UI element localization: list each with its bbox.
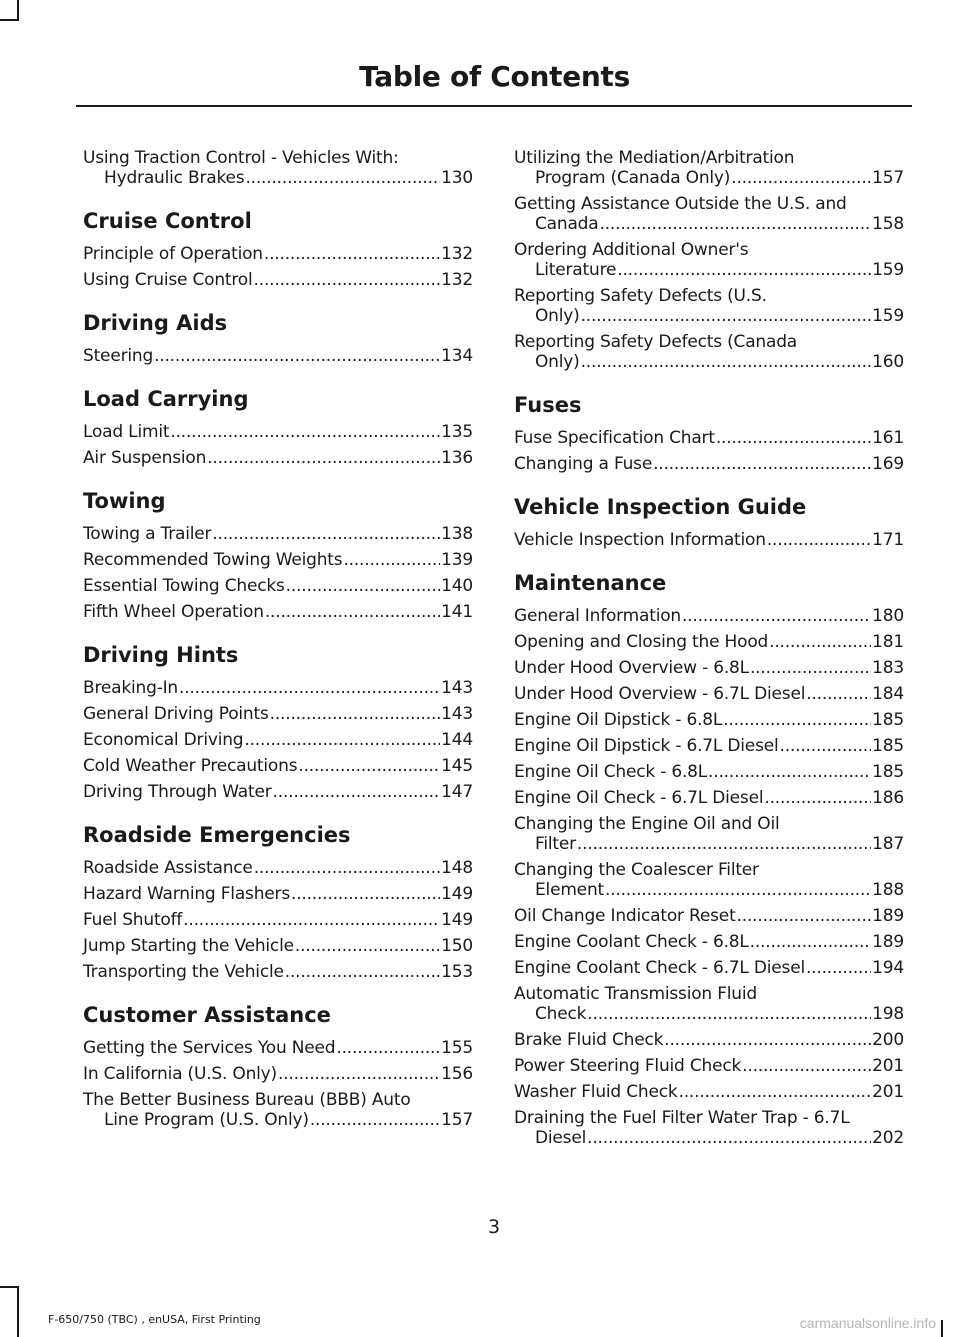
toc-entry[interactable] — [83, 910, 473, 930]
toc-entry-page: 189 — [872, 906, 904, 926]
dot-leader — [298, 756, 440, 776]
dot-leader — [273, 782, 441, 802]
toc-entry-page: 189 — [872, 932, 904, 952]
toc-entry-page: 144 — [441, 730, 473, 750]
toc-entry-text: Changing the Engine Oil and Oil — [514, 814, 780, 834]
toc-entry-page: 157 — [872, 168, 904, 188]
toc-entry[interactable] — [83, 602, 473, 622]
toc-entry-text: Fuse Specification Chart — [514, 428, 715, 448]
toc-entry-text: Under Hood Overview - 6.7L Diesel — [514, 684, 806, 704]
toc-column-right — [514, 148, 904, 1154]
toc-entry-page: 149 — [441, 884, 473, 904]
toc-entry[interactable] — [514, 428, 904, 448]
toc-entry-text: Canada — [535, 214, 599, 234]
toc-entry-text: Engine Coolant Check - 6.7L Diesel — [514, 958, 805, 978]
toc-entry[interactable] — [514, 148, 904, 188]
toc-entry[interactable] — [83, 756, 473, 776]
toc-entry-page: 147 — [441, 782, 473, 802]
crop-mark-bottom-right — [941, 1320, 943, 1337]
toc-entry[interactable] — [514, 984, 904, 1024]
toc-entry-text: Opening and Closing the Hood — [514, 632, 769, 652]
toc-entry[interactable] — [83, 524, 473, 544]
toc-entry[interactable] — [514, 788, 904, 808]
toc-entry-text: Draining the Fuel Filter Water Trap - 6.7L — [514, 1108, 850, 1128]
toc-entry[interactable] — [83, 678, 473, 698]
toc-entry-text: Ordering Additional Owner's — [514, 240, 749, 260]
toc-entry[interactable] — [514, 530, 904, 550]
dot-leader — [336, 1038, 440, 1058]
toc-entry-text: Hazard Warning Flashers — [83, 884, 290, 904]
dot-leader — [780, 736, 872, 756]
toc-entry-text: Diesel — [535, 1128, 587, 1148]
watermark: carmanualsonline.info — [799, 1315, 936, 1331]
toc-entry-page: 186 — [872, 788, 904, 808]
toc-entry-text: Element — [535, 880, 604, 900]
toc-entry[interactable] — [83, 148, 473, 188]
toc-entry[interactable] — [83, 576, 473, 596]
dot-leader — [723, 710, 871, 730]
toc-entry-text: In California (U.S. Only) — [83, 1064, 277, 1084]
dot-leader — [285, 962, 440, 982]
toc-entry[interactable] — [514, 1030, 904, 1050]
toc-entry[interactable] — [514, 240, 904, 280]
toc-entry-text: Towing a Trailer — [83, 524, 212, 544]
toc-entry[interactable] — [83, 884, 473, 904]
toc-entry-text: Getting the Services You Need — [83, 1038, 336, 1058]
dot-leader — [310, 1110, 440, 1130]
toc-entry[interactable] — [83, 704, 473, 724]
toc-entry[interactable] — [83, 1038, 473, 1058]
toc-entry[interactable] — [83, 1064, 473, 1084]
toc-entry[interactable] — [83, 244, 473, 264]
dot-leader — [767, 530, 871, 550]
toc-entry-text: Load Limit — [83, 422, 170, 442]
dot-leader — [154, 346, 440, 366]
toc-entry-text: General Driving Points — [83, 704, 269, 724]
toc-entry-text: Utilizing the Mediation/Arbitration — [514, 148, 795, 168]
dot-leader — [291, 884, 440, 904]
toc-entry-page: 185 — [872, 736, 904, 756]
toc-entry-page: 138 — [441, 524, 473, 544]
dot-leader — [664, 1030, 871, 1050]
toc-entry[interactable] — [83, 730, 473, 750]
footer-edition: F-650/750 (TBC) , enUSA, First Printing — [48, 1313, 261, 1326]
section-heading: Towing — [83, 489, 166, 513]
dot-leader — [244, 730, 440, 750]
toc-entry-page: 139 — [441, 550, 473, 570]
toc-entry[interactable] — [83, 962, 473, 982]
toc-entry-page: 149 — [441, 910, 473, 930]
toc-entry-text: Jump Starting the Vehicle — [83, 936, 294, 956]
toc-entry-page: 134 — [441, 346, 473, 366]
toc-entry-text: Engine Coolant Check - 6.8L — [514, 932, 749, 952]
dot-leader — [806, 684, 871, 704]
toc-entry-page: 135 — [441, 422, 473, 442]
page-number: 3 — [487, 1216, 501, 1238]
dot-leader — [769, 632, 871, 652]
crop-mark-bottom-left-h — [0, 1286, 19, 1288]
header-rule — [76, 105, 912, 107]
toc-entry-text: Brake Fluid Check — [514, 1030, 664, 1050]
toc-entry[interactable] — [514, 762, 904, 782]
dot-leader — [682, 606, 871, 626]
toc-entry-text: Air Suspension — [83, 448, 207, 468]
toc-entry-text: Fifth Wheel Operation — [83, 602, 264, 622]
toc-entry[interactable] — [514, 1108, 904, 1148]
toc-column-left — [83, 148, 473, 1136]
toc-entry-page: 141 — [441, 602, 473, 622]
section-heading: Load Carrying — [83, 387, 249, 411]
toc-entry-text: Engine Oil Dipstick - 6.8L — [514, 710, 723, 730]
section-heading: Driving Hints — [83, 643, 239, 667]
toc-entry-text: Breaking-In — [83, 678, 179, 698]
toc-entry-page: 160 — [872, 352, 904, 372]
toc-entry-text: Recommended Towing Weights — [83, 550, 343, 570]
toc-entry[interactable] — [83, 936, 473, 956]
toc-entry[interactable] — [514, 932, 904, 952]
toc-entry[interactable] — [514, 958, 904, 978]
toc-entry-page: 188 — [872, 880, 904, 900]
toc-entry-page: 198 — [872, 1004, 904, 1024]
dot-leader — [170, 422, 440, 442]
toc-entry[interactable] — [83, 346, 473, 366]
toc-entry-text: Only) — [535, 352, 580, 372]
toc-entry-text: Literature — [535, 260, 617, 280]
toc-entry-text: Roadside Assistance — [83, 858, 253, 878]
toc-entry-text: Washer Fluid Check — [514, 1082, 678, 1102]
dot-leader — [708, 762, 871, 782]
dot-leader — [750, 932, 871, 952]
dot-leader — [653, 454, 871, 474]
toc-entry-page: 201 — [872, 1056, 904, 1076]
toc-entry-text: Under Hood Overview - 6.8L — [514, 658, 749, 678]
toc-entry-text: Transporting the Vehicle — [83, 962, 284, 982]
toc-entry[interactable] — [83, 448, 473, 468]
toc-entry-page: 180 — [872, 606, 904, 626]
crop-mark-top-left — [17, 0, 19, 20]
toc-entry-page: 200 — [872, 1030, 904, 1050]
toc-entry[interactable] — [83, 550, 473, 570]
dot-leader — [254, 270, 441, 290]
dot-leader — [286, 576, 440, 596]
section-heading: Roadside Emergencies — [83, 823, 351, 847]
dot-leader — [731, 168, 871, 188]
toc-entry-page: 185 — [872, 710, 904, 730]
toc-entry[interactable] — [514, 710, 904, 730]
toc-entry-page: 201 — [872, 1082, 904, 1102]
toc-entry-page: 145 — [441, 756, 473, 776]
toc-entry-page: 185 — [872, 762, 904, 782]
toc-entry-page: 159 — [872, 260, 904, 280]
toc-entry[interactable] — [514, 606, 904, 626]
dot-leader — [254, 858, 440, 878]
dot-leader — [617, 260, 871, 280]
toc-entry-text: Reporting Safety Defects (U.S. — [514, 286, 767, 306]
toc-entry-text: Economical Driving — [83, 730, 244, 750]
dot-leader — [750, 658, 871, 678]
toc-entry-text: Fuel Shutoff — [83, 910, 183, 930]
toc-entry[interactable] — [514, 906, 904, 926]
toc-entry-text: Reporting Safety Defects (Canada — [514, 332, 798, 352]
toc-entry[interactable] — [514, 632, 904, 652]
dot-leader — [207, 448, 440, 468]
toc-entry-text: Line Program (U.S. Only) — [104, 1110, 309, 1130]
dot-leader — [212, 524, 440, 544]
toc-entry[interactable] — [514, 286, 904, 326]
section-heading: Driving Aids — [83, 311, 228, 335]
toc-entry-text: Vehicle Inspection Information — [514, 530, 766, 550]
toc-entry-text: Driving Through Water — [83, 782, 272, 802]
toc-entry-text: Engine Oil Check - 6.7L Diesel — [514, 788, 764, 808]
dot-leader — [278, 1064, 440, 1084]
toc-entry[interactable] — [514, 684, 904, 704]
toc-entry-page: 184 — [872, 684, 904, 704]
toc-entry[interactable] — [83, 1090, 473, 1130]
dot-leader — [605, 880, 871, 900]
toc-entry-text: The Better Business Bureau (BBB) Auto — [83, 1090, 411, 1110]
toc-entry-page: 202 — [872, 1128, 904, 1148]
toc-entry-text: General Information — [514, 606, 682, 626]
toc-entry-text: Power Steering Fluid Check — [514, 1056, 742, 1076]
toc-entry[interactable] — [83, 270, 473, 290]
toc-entry[interactable] — [514, 658, 904, 678]
toc-entry-page: 157 — [441, 1110, 473, 1130]
toc-entry[interactable] — [83, 858, 473, 878]
dot-leader — [737, 906, 872, 926]
toc-entry-text: Oil Change Indicator Reset — [514, 906, 736, 926]
dot-leader — [577, 834, 871, 854]
dot-leader — [265, 602, 440, 622]
toc-entry-page: 143 — [441, 704, 473, 724]
toc-entry-text: Filter — [535, 834, 576, 854]
toc-entry-text: Changing the Coalescer Filter — [514, 860, 759, 880]
toc-entry-page: 159 — [872, 306, 904, 326]
toc-entry[interactable] — [514, 736, 904, 756]
toc-entry-text: Automatic Transmission Fluid — [514, 984, 758, 1004]
toc-entry-text: Steering — [83, 346, 154, 366]
toc-entry-text: Using Traction Control - Vehicles With: — [83, 148, 399, 168]
toc-entry-page: 132 — [441, 270, 473, 290]
toc-entry-text: Principle of Operation — [83, 244, 263, 264]
dot-leader — [742, 1056, 871, 1076]
toc-entry-text: Changing a Fuse — [514, 454, 653, 474]
toc-entry-page: 140 — [441, 576, 473, 596]
dot-leader — [179, 678, 440, 698]
toc-entry-text: Getting Assistance Outside the U.S. and — [514, 194, 847, 214]
dot-leader — [679, 1082, 872, 1102]
toc-entry[interactable] — [83, 422, 473, 442]
toc-entry-page: 161 — [872, 428, 904, 448]
toc-entry-text: Essential Towing Checks — [83, 576, 285, 596]
toc-entry-text: Hydraulic Brakes — [104, 168, 245, 188]
section-heading: Customer Assistance — [83, 1003, 331, 1027]
toc-entry-page: 130 — [441, 168, 473, 188]
toc-entry[interactable] — [83, 782, 473, 802]
toc-entry-text: Check — [535, 1004, 587, 1024]
section-heading: Fuses — [514, 393, 582, 417]
toc-entry-page: 171 — [872, 530, 904, 550]
toc-entry[interactable] — [514, 1056, 904, 1076]
toc-entry-page: 143 — [441, 678, 473, 698]
dot-leader — [600, 214, 872, 234]
toc-entry-page: 169 — [872, 454, 904, 474]
toc-entry-text: Engine Oil Check - 6.8L — [514, 762, 708, 782]
toc-entry-text: Engine Oil Dipstick - 6.7L Diesel — [514, 736, 779, 756]
toc-entry-page: 155 — [441, 1038, 473, 1058]
dot-leader — [270, 704, 441, 724]
toc-entry-page: 183 — [872, 658, 904, 678]
toc-entry-page: 132 — [441, 244, 473, 264]
toc-entry-page: 136 — [441, 448, 473, 468]
dot-leader — [581, 352, 872, 372]
dot-leader — [245, 168, 440, 188]
dot-leader — [183, 910, 440, 930]
dot-leader — [587, 1004, 871, 1024]
toc-entry-page: 194 — [872, 958, 904, 978]
dot-leader — [806, 958, 871, 978]
toc-entry-text: Only) — [535, 306, 580, 326]
section-heading: Cruise Control — [83, 209, 252, 233]
toc-entry-page: 150 — [441, 936, 473, 956]
toc-entry[interactable] — [514, 1082, 904, 1102]
toc-entry-text: Program (Canada Only) — [535, 168, 731, 188]
crop-mark-bottom-left — [17, 1286, 19, 1337]
section-heading: Vehicle Inspection Guide — [514, 495, 807, 519]
dot-leader — [264, 244, 440, 264]
dot-leader — [764, 788, 871, 808]
toc-entry-page: 187 — [872, 834, 904, 854]
crop-mark-top-left-h — [0, 19, 19, 21]
page-title: Table of Contents — [359, 60, 630, 93]
dot-leader — [716, 428, 871, 448]
toc-entry-page: 153 — [441, 962, 473, 982]
toc-entry-page: 158 — [872, 214, 904, 234]
toc-entry-page: 181 — [872, 632, 904, 652]
dot-leader — [587, 1128, 871, 1148]
toc-entry[interactable] — [514, 454, 904, 474]
toc-entry[interactable] — [514, 860, 904, 900]
section-heading: Maintenance — [514, 571, 667, 595]
toc-entry[interactable] — [514, 332, 904, 372]
dot-leader — [343, 550, 440, 570]
toc-entry-text: Cold Weather Precautions — [83, 756, 298, 776]
toc-entry-text: Using Cruise Control — [83, 270, 253, 290]
toc-entry[interactable] — [514, 814, 904, 854]
toc-entry-page: 148 — [441, 858, 473, 878]
toc-entry-page: 156 — [441, 1064, 473, 1084]
toc-entry[interactable] — [514, 194, 904, 234]
dot-leader — [295, 936, 440, 956]
dot-leader — [581, 306, 872, 326]
